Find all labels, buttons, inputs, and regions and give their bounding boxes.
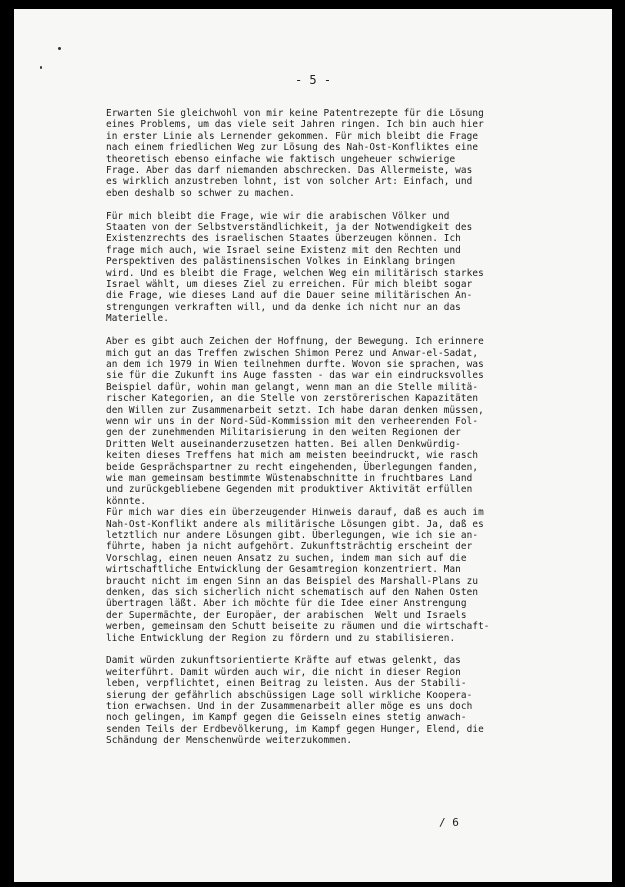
text-line: sierung der gefährlich abschüssigen Lage soll wirkliche Koopera- <box>106 689 473 701</box>
scan-speck <box>58 47 61 50</box>
document-body <box>106 108 606 747</box>
text-line: Dritten Welt auseinanderzusetzen hatten. Bei allen Denkwürdig- <box>106 438 461 450</box>
text-line: werben, gemeinsam den Schutt beiseite zu räumen und die wirtschaft- <box>106 621 490 633</box>
text-line: leben, verpflichtet, einen Beitrag zu leisten. Aus der Stabili- <box>106 678 467 690</box>
text-line: Für mich war dies ein überzeugender Hinweis darauf, daß es auch im <box>106 507 484 519</box>
text-line: weiterführt. Damit würden auch wir, die nicht in dieser Region <box>106 666 461 678</box>
text-line: sie für die Zukunft ins Auge fassten - das war ein eindrucksvolles <box>106 370 484 382</box>
text-line: eines Problems, um das viele seit Jahren ringen. Ich bin auch hier <box>106 119 484 131</box>
text-line: denken, das sich sicherlich nicht schematisch auf den Nahen Osten <box>106 587 479 599</box>
text-line: frage mich auch, wie Israel seine Existenz mit den Rechten und <box>106 244 461 256</box>
text-line: theoretisch ebenso einfache wie faktisch ungeheuer schwierige <box>106 153 456 165</box>
paragraph <box>106 108 606 199</box>
text-line: Damit würden zukunftsorientierte Kräfte auf etwas gelenkt, das <box>106 655 461 667</box>
text-line: Nah-Ost-Konflikt andere als militärische Lösungen gibt. Ja, daß es <box>106 518 484 530</box>
paragraph <box>106 336 606 507</box>
document-page <box>14 9 612 882</box>
text-line: Erwarten Sie gleichwohl von mir keine Patentrezepte für die Lösung <box>106 108 484 119</box>
text-line: nach einem friedlichen Weg zur Lösung des Nah-Ost-Konfliktes eine <box>106 142 479 154</box>
text-line: und zurückgebliebene Gegenden mit produktiver Aktivität erfüllen <box>106 484 473 496</box>
text-line: in erster Linie als Lernender gekommen. Für mich bleibt die Frage <box>106 130 479 142</box>
text-line: übertragen läßt. Aber ich möchte für die Idee einer Anstrengung <box>106 598 467 610</box>
text-line: gen der zunehmenden Militarisierung in den weiten Regionen der <box>106 427 461 439</box>
text-line: braucht nicht im engen Sinn an das Beispiel des Marshall-Plans zu <box>106 575 479 587</box>
text-line: Schändung der Menschenwürde weiterzukommen. <box>106 735 353 747</box>
text-line: mich gut an das Treffen zwischen Shimon Perez und Anwar-el-Sadat, <box>106 347 479 359</box>
text-line: senden Teils der Erdbevölkerung, im Kampf gegen Hunger, Elend, die <box>106 723 484 735</box>
text-line: den Willen zur Zusammenarbeit setzt. Ich habe daran denken müssen, <box>106 404 484 416</box>
text-line: Frage. Aber das darf niemanden abschrecken. Das Allermeiste, was <box>106 165 473 177</box>
scan-speck <box>40 66 42 69</box>
text-line: wirtschaftliche Entwicklung der Gesamtregion konzentriert. Man <box>106 564 461 576</box>
paragraph <box>106 655 606 746</box>
text-line: Existenzrechts des israelischen Staates überzeugen können. Ich <box>106 233 461 245</box>
text-line: liche Entwicklung der Region zu fördern und zu stabilisieren. <box>106 632 456 644</box>
text-line: wenn wir uns in der Nord-Süd-Kommission mit den verheerenden Fol- <box>106 415 479 427</box>
paragraph <box>106 211 606 325</box>
text-line: Staaten von der Selbstverständlichkeit, ja der Notwendigkeit des <box>106 222 473 234</box>
continuation-marker: / 6 <box>439 816 459 829</box>
page-number: - 5 - <box>294 73 332 87</box>
text-line: tion erwachsen. Und in der Zusammenarbeit aller möge es uns doch <box>106 701 473 713</box>
text-line: an dem ich 1979 in Wien teilnehmen durfte. Wovon sie sprachen, was <box>106 358 484 370</box>
paragraph-gap <box>106 644 606 655</box>
text-line: rischer Kategorien, an die Stelle von zerstörerischen Kapazitäten <box>106 393 479 405</box>
text-line: Israel wählt, um dieses Ziel zu erreichen. Für mich bleibt sogar <box>106 279 473 291</box>
text-line: könnte. <box>106 495 147 507</box>
paragraph-gap <box>106 199 606 210</box>
text-line: Aber es gibt auch Zeichen der Hoffnung, der Bewegung. Ich erinnere <box>106 336 484 348</box>
text-line: noch gelingen, im Kampf gegen die Geisseln eines stetig anwach- <box>106 712 467 724</box>
text-line: Für mich bleibt die Frage, wie wir die arabischen Völker und <box>106 210 450 222</box>
text-line: führte, haben ja nicht aufgehört. Zukunftsträchtig erscheint der <box>106 541 473 553</box>
text-line: eben deshalb so schwer zu machen. <box>106 187 295 199</box>
text-line: Perspektiven des palästinensischen Volkes in Einklang bringen <box>106 256 456 268</box>
text-line: letztlich nur andere Lösungen gibt. Überlegungen, wie ich sie an- <box>106 530 479 541</box>
text-line: beide Gesprächspartner zu recht eingehenden, Überlegungen fanden, <box>106 461 479 473</box>
text-line: wird. Und es bleibt die Frage, welchen Weg ein militärisch starkes <box>106 267 484 279</box>
text-line: Materielle. <box>106 313 169 325</box>
text-line: wie man gemeinsam bestimmte Wüstenabschnitte in fruchtbares Land <box>106 472 473 484</box>
text-line: Beispiel dafür, wohin man gelangt, wenn man an die Stelle militä- <box>106 381 479 393</box>
paragraph-gap <box>106 325 606 336</box>
paragraph <box>106 507 606 644</box>
text-line: keiten dieses Treffens hat mich am meisten beeindruckt, wie rasch <box>106 450 479 462</box>
text-line: es wirklich anzustreben lohnt, ist von solcher Art: Einfach, und <box>106 176 473 188</box>
text-line: die Frage, wie dieses Land auf die Dauer seine militärischen An- <box>106 290 473 302</box>
text-line: der Supermächte, der Europäer, der arabischen Welt und Israels <box>106 609 467 621</box>
text-line: strengungen verkraften will, und da denke ich nicht nur an das <box>106 301 461 313</box>
text-line: Vorschlag, einen neuen Ansatz zu suchen, indem man sich auf die <box>106 552 467 564</box>
